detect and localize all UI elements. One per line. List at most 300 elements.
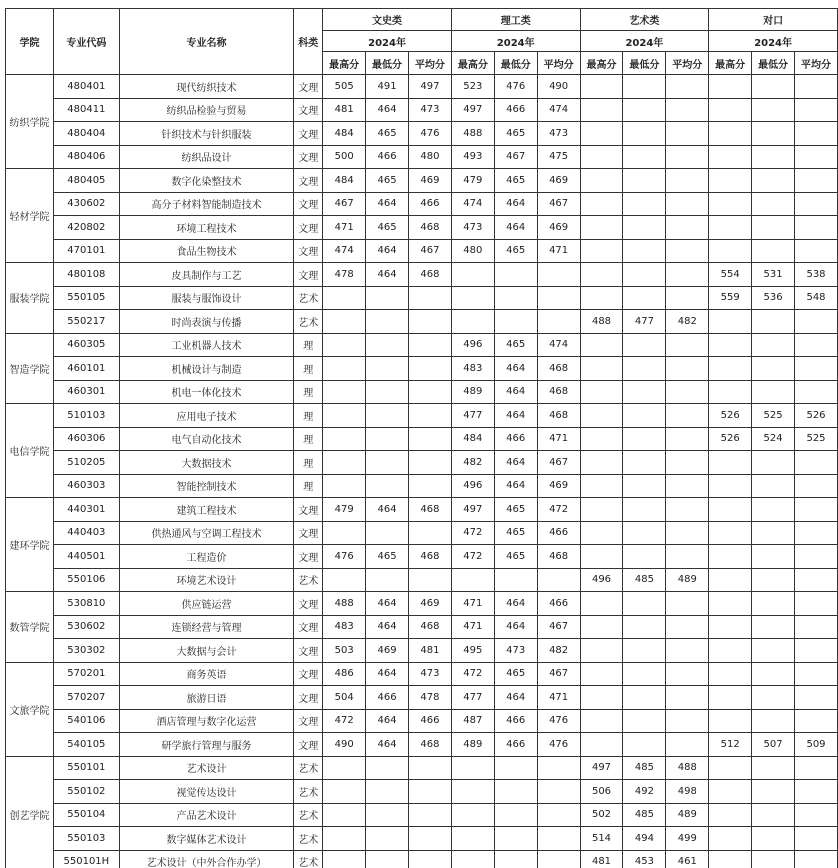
table-row	[6, 263, 838, 287]
score-cell	[451, 286, 494, 310]
score-cell: 504	[323, 686, 366, 710]
score-cell: 484	[323, 169, 366, 193]
score-cell	[709, 474, 752, 498]
table-row	[6, 380, 838, 404]
score-cell	[709, 239, 752, 263]
college-name-cell: 文旅学院	[6, 662, 54, 756]
table-body	[6, 75, 838, 868]
score-cell	[494, 310, 537, 334]
major-code-cell: 540106	[53, 709, 119, 733]
table-row	[6, 686, 838, 710]
score-cell	[795, 451, 838, 475]
score-cell: 464	[366, 709, 409, 733]
score-cell: 503	[323, 639, 366, 663]
score-cell	[666, 709, 709, 733]
group-header-ligong: 理工类	[451, 9, 580, 31]
score-cell: 465	[494, 498, 537, 522]
score-cell: 523	[451, 75, 494, 99]
college-name-cell: 纺织学院	[6, 75, 54, 169]
score-cell	[537, 803, 580, 827]
score-cell	[409, 474, 452, 498]
score-cell: 472	[451, 521, 494, 545]
score-cell	[752, 662, 795, 686]
score-cell	[366, 474, 409, 498]
score-cell	[709, 686, 752, 710]
score-cell	[709, 827, 752, 851]
score-cell	[666, 615, 709, 639]
score-cell	[752, 98, 795, 122]
score-cell: 525	[795, 427, 838, 451]
score-cell	[409, 333, 452, 357]
major-name-cell: 纺织品检验与贸易	[119, 98, 294, 122]
score-cell: 464	[494, 216, 537, 240]
score-cell	[752, 169, 795, 193]
major-code-cell: 460303	[53, 474, 119, 498]
score-cell	[795, 756, 838, 780]
score-cell	[752, 145, 795, 169]
score-cell	[323, 451, 366, 475]
major-code-cell: 530602	[53, 615, 119, 639]
score-cell	[580, 498, 623, 522]
major-code-cell: 460301	[53, 380, 119, 404]
score-cell: 476	[494, 75, 537, 99]
score-cell	[623, 709, 666, 733]
score-cell	[666, 498, 709, 522]
score-cell: 494	[623, 827, 666, 851]
score-cell	[795, 474, 838, 498]
subject-cell: 理	[294, 380, 323, 404]
score-cell	[580, 404, 623, 428]
score-cell	[752, 545, 795, 569]
score-cell: 465	[494, 545, 537, 569]
score-cell	[366, 357, 409, 381]
score-cell: 473	[494, 639, 537, 663]
major-name-cell: 机电一体化技术	[119, 380, 294, 404]
score-cell	[709, 521, 752, 545]
group-header-yishu: 艺术类	[580, 9, 709, 31]
college-name-cell: 电信学院	[6, 404, 54, 498]
subject-cell: 艺术	[294, 286, 323, 310]
score-cell	[494, 286, 537, 310]
major-code-cell: 420802	[53, 216, 119, 240]
table-row	[6, 568, 838, 592]
score-cell	[795, 709, 838, 733]
score-cell	[409, 568, 452, 592]
score-cell	[752, 827, 795, 851]
score-cell	[494, 756, 537, 780]
score-cell: 500	[323, 145, 366, 169]
major-name-cell: 工业机器人技术	[119, 333, 294, 357]
score-cell	[451, 756, 494, 780]
major-name-cell: 智能控制技术	[119, 474, 294, 498]
major-name-cell: 供热通风与空调工程技术	[119, 521, 294, 545]
major-code-cell: 530302	[53, 639, 119, 663]
score-cell	[323, 780, 366, 804]
score-cell: 469	[537, 474, 580, 498]
score-cell	[752, 380, 795, 404]
score-cell	[623, 239, 666, 263]
score-cell: 495	[451, 639, 494, 663]
score-cell: 467	[494, 145, 537, 169]
score-cell: 482	[666, 310, 709, 334]
code-header: 专业代码	[53, 9, 119, 75]
score-cell	[795, 145, 838, 169]
score-cell	[623, 145, 666, 169]
score-cell	[580, 545, 623, 569]
score-cell	[323, 568, 366, 592]
score-cell	[666, 686, 709, 710]
score-cell: 467	[323, 192, 366, 216]
score-cell	[451, 568, 494, 592]
score-cell	[666, 592, 709, 616]
score-cell: 478	[409, 686, 452, 710]
score-cell	[709, 850, 752, 868]
score-cell	[580, 709, 623, 733]
major-name-cell: 服装与服饰设计	[119, 286, 294, 310]
score-cell	[795, 122, 838, 146]
score-cell	[623, 216, 666, 240]
score-cell	[752, 357, 795, 381]
score-cell	[795, 615, 838, 639]
score-cell	[795, 75, 838, 99]
score-cell	[795, 498, 838, 522]
score-cell	[323, 850, 366, 868]
score-cell	[623, 592, 666, 616]
score-cell	[795, 639, 838, 663]
score-cell	[666, 545, 709, 569]
subject-cell: 理	[294, 333, 323, 357]
score-cell	[623, 733, 666, 757]
subject-cell: 文理	[294, 662, 323, 686]
metric-min-header: 最低分	[623, 52, 666, 75]
table-row	[6, 756, 838, 780]
score-cell: 466	[494, 98, 537, 122]
score-cell	[666, 192, 709, 216]
major-name-cell: 环境工程技术	[119, 216, 294, 240]
score-cell	[580, 239, 623, 263]
score-cell: 471	[323, 216, 366, 240]
score-cell	[409, 521, 452, 545]
score-cell: 471	[451, 592, 494, 616]
score-cell	[709, 592, 752, 616]
score-cell	[580, 98, 623, 122]
score-cell	[323, 310, 366, 334]
score-cell: 467	[537, 662, 580, 686]
score-cell: 496	[451, 333, 494, 357]
major-name-cell: 研学旅行管理与服务	[119, 733, 294, 757]
score-cell	[537, 780, 580, 804]
major-code-cell: 440403	[53, 521, 119, 545]
score-cell	[666, 474, 709, 498]
score-cell	[580, 192, 623, 216]
score-cell	[580, 286, 623, 310]
score-cell	[366, 850, 409, 868]
score-cell	[709, 75, 752, 99]
major-code-cell: 550101H	[53, 850, 119, 868]
score-cell	[580, 145, 623, 169]
major-code-cell: 480404	[53, 122, 119, 146]
score-cell	[752, 75, 795, 99]
table-row	[6, 404, 838, 428]
college-name-cell: 创艺学院	[6, 756, 54, 868]
major-name-cell: 应用电子技术	[119, 404, 294, 428]
score-cell: 482	[537, 639, 580, 663]
subject-cell: 文理	[294, 192, 323, 216]
major-code-cell: 480406	[53, 145, 119, 169]
score-cell	[666, 216, 709, 240]
metric-avg-header: 平均分	[666, 52, 709, 75]
score-cell	[366, 333, 409, 357]
score-cell	[795, 169, 838, 193]
table-row	[6, 98, 838, 122]
score-cell: 485	[623, 568, 666, 592]
score-cell: 464	[366, 239, 409, 263]
score-cell	[366, 756, 409, 780]
score-cell	[709, 451, 752, 475]
score-cell: 478	[323, 263, 366, 287]
score-cell: 467	[409, 239, 452, 263]
score-cell	[580, 427, 623, 451]
score-cell: 472	[451, 662, 494, 686]
score-cell: 466	[494, 427, 537, 451]
subject-cell: 理	[294, 357, 323, 381]
subject-cell: 文理	[294, 498, 323, 522]
subject-cell: 艺术	[294, 827, 323, 851]
score-cell: 481	[580, 850, 623, 868]
score-cell: 484	[323, 122, 366, 146]
year-header-duikou: 2024年	[709, 31, 838, 52]
admission-score-table	[5, 8, 838, 868]
score-cell	[623, 333, 666, 357]
table-row	[6, 169, 838, 193]
score-cell: 502	[580, 803, 623, 827]
score-cell: 468	[537, 545, 580, 569]
score-cell: 464	[366, 498, 409, 522]
score-cell: 472	[451, 545, 494, 569]
score-cell: 481	[409, 639, 452, 663]
score-cell	[709, 192, 752, 216]
score-cell	[323, 286, 366, 310]
metric-avg-header: 平均分	[537, 52, 580, 75]
major-name-cell: 旅游日语	[119, 686, 294, 710]
score-cell: 472	[537, 498, 580, 522]
score-cell: 526	[709, 427, 752, 451]
score-cell: 469	[409, 169, 452, 193]
major-name-cell: 针织技术与针织服装	[119, 122, 294, 146]
score-cell	[409, 380, 452, 404]
score-cell	[752, 310, 795, 334]
score-cell: 481	[323, 98, 366, 122]
score-cell: 475	[537, 145, 580, 169]
subject-cell: 文理	[294, 592, 323, 616]
score-cell: 531	[752, 263, 795, 287]
score-cell	[580, 733, 623, 757]
score-cell: 490	[323, 733, 366, 757]
major-code-cell: 510205	[53, 451, 119, 475]
table-row	[6, 216, 838, 240]
major-code-cell: 550102	[53, 780, 119, 804]
score-cell	[409, 756, 452, 780]
score-cell	[580, 263, 623, 287]
score-cell	[580, 474, 623, 498]
major-code-cell: 470101	[53, 239, 119, 263]
subject-cell: 文理	[294, 615, 323, 639]
major-code-cell: 460306	[53, 427, 119, 451]
score-cell	[795, 850, 838, 868]
score-cell	[666, 169, 709, 193]
score-cell	[752, 239, 795, 263]
score-cell: 476	[323, 545, 366, 569]
major-name-cell: 大数据与会计	[119, 639, 294, 663]
score-cell	[409, 310, 452, 334]
metric-max-header: 最高分	[451, 52, 494, 75]
score-cell	[623, 427, 666, 451]
score-cell: 474	[451, 192, 494, 216]
major-code-cell: 430602	[53, 192, 119, 216]
score-cell	[795, 357, 838, 381]
score-cell: 467	[537, 192, 580, 216]
subject-cell: 艺术	[294, 780, 323, 804]
score-cell	[795, 192, 838, 216]
score-cell	[666, 122, 709, 146]
score-cell: 497	[451, 98, 494, 122]
major-name-cell: 视觉传达设计	[119, 780, 294, 804]
score-cell	[666, 286, 709, 310]
score-cell	[795, 803, 838, 827]
major-name-cell: 纺织品设计	[119, 145, 294, 169]
score-cell	[795, 592, 838, 616]
score-cell	[451, 850, 494, 868]
table-row	[6, 592, 838, 616]
score-cell	[752, 192, 795, 216]
subject-cell: 文理	[294, 709, 323, 733]
score-cell	[709, 639, 752, 663]
score-cell: 453	[623, 850, 666, 868]
score-cell	[580, 639, 623, 663]
score-cell	[409, 827, 452, 851]
subject-cell: 文理	[294, 521, 323, 545]
subject-cell: 理	[294, 427, 323, 451]
major-code-cell: 460101	[53, 357, 119, 381]
score-cell	[795, 239, 838, 263]
score-cell: 464	[494, 404, 537, 428]
score-cell: 466	[409, 192, 452, 216]
score-cell	[752, 686, 795, 710]
table-row	[6, 239, 838, 263]
year-header-yishu: 2024年	[580, 31, 709, 52]
score-cell	[623, 286, 666, 310]
score-cell	[451, 780, 494, 804]
score-cell: 464	[494, 686, 537, 710]
score-cell	[709, 545, 752, 569]
score-cell	[580, 592, 623, 616]
major-name-cell: 环境艺术设计	[119, 568, 294, 592]
score-cell: 466	[537, 592, 580, 616]
score-cell	[752, 709, 795, 733]
score-cell	[366, 521, 409, 545]
major-name-cell: 皮具制作与工艺	[119, 263, 294, 287]
score-cell	[709, 615, 752, 639]
score-cell	[494, 263, 537, 287]
score-cell: 469	[366, 639, 409, 663]
score-cell	[752, 756, 795, 780]
score-cell: 464	[494, 380, 537, 404]
score-cell: 471	[451, 615, 494, 639]
table-row	[6, 427, 838, 451]
major-name-cell: 产品艺术设计	[119, 803, 294, 827]
score-cell	[409, 780, 452, 804]
score-cell: 477	[623, 310, 666, 334]
score-cell: 464	[366, 592, 409, 616]
score-cell: 479	[323, 498, 366, 522]
score-cell	[580, 122, 623, 146]
score-cell	[623, 98, 666, 122]
score-cell	[451, 263, 494, 287]
major-name-cell: 建筑工程技术	[119, 498, 294, 522]
score-cell	[709, 310, 752, 334]
score-cell: 465	[366, 545, 409, 569]
table-row	[6, 850, 838, 868]
score-cell	[580, 216, 623, 240]
major-name-cell: 大数据技术	[119, 451, 294, 475]
score-cell	[580, 686, 623, 710]
major-name-cell: 电气自动化技术	[119, 427, 294, 451]
name-header: 专业名称	[119, 9, 294, 75]
subject-cell: 艺术	[294, 568, 323, 592]
major-code-cell: 510103	[53, 404, 119, 428]
score-cell: 465	[494, 662, 537, 686]
score-cell	[623, 498, 666, 522]
score-cell	[709, 216, 752, 240]
score-cell	[709, 98, 752, 122]
score-cell: 477	[451, 686, 494, 710]
score-cell	[795, 827, 838, 851]
major-code-cell: 440501	[53, 545, 119, 569]
score-cell: 467	[537, 451, 580, 475]
score-cell	[366, 451, 409, 475]
score-cell: 490	[537, 75, 580, 99]
score-cell	[451, 827, 494, 851]
score-cell	[494, 803, 537, 827]
score-cell	[623, 521, 666, 545]
score-cell	[323, 404, 366, 428]
score-cell: 464	[366, 98, 409, 122]
major-code-cell: 550101	[53, 756, 119, 780]
table-row	[6, 451, 838, 475]
table-row	[6, 780, 838, 804]
score-cell	[366, 568, 409, 592]
score-cell	[709, 145, 752, 169]
score-cell	[666, 357, 709, 381]
score-cell	[795, 521, 838, 545]
major-code-cell: 480405	[53, 169, 119, 193]
score-cell: 473	[409, 662, 452, 686]
score-cell: 489	[451, 733, 494, 757]
score-cell	[752, 639, 795, 663]
score-cell: 465	[494, 122, 537, 146]
score-cell	[709, 709, 752, 733]
table-row	[6, 803, 838, 827]
score-cell	[752, 850, 795, 868]
subject-cell: 文理	[294, 686, 323, 710]
subject-cell: 文理	[294, 639, 323, 663]
score-cell	[537, 850, 580, 868]
score-cell: 538	[795, 263, 838, 287]
score-cell	[709, 662, 752, 686]
score-cell	[623, 686, 666, 710]
score-cell	[666, 98, 709, 122]
score-cell: 461	[666, 850, 709, 868]
